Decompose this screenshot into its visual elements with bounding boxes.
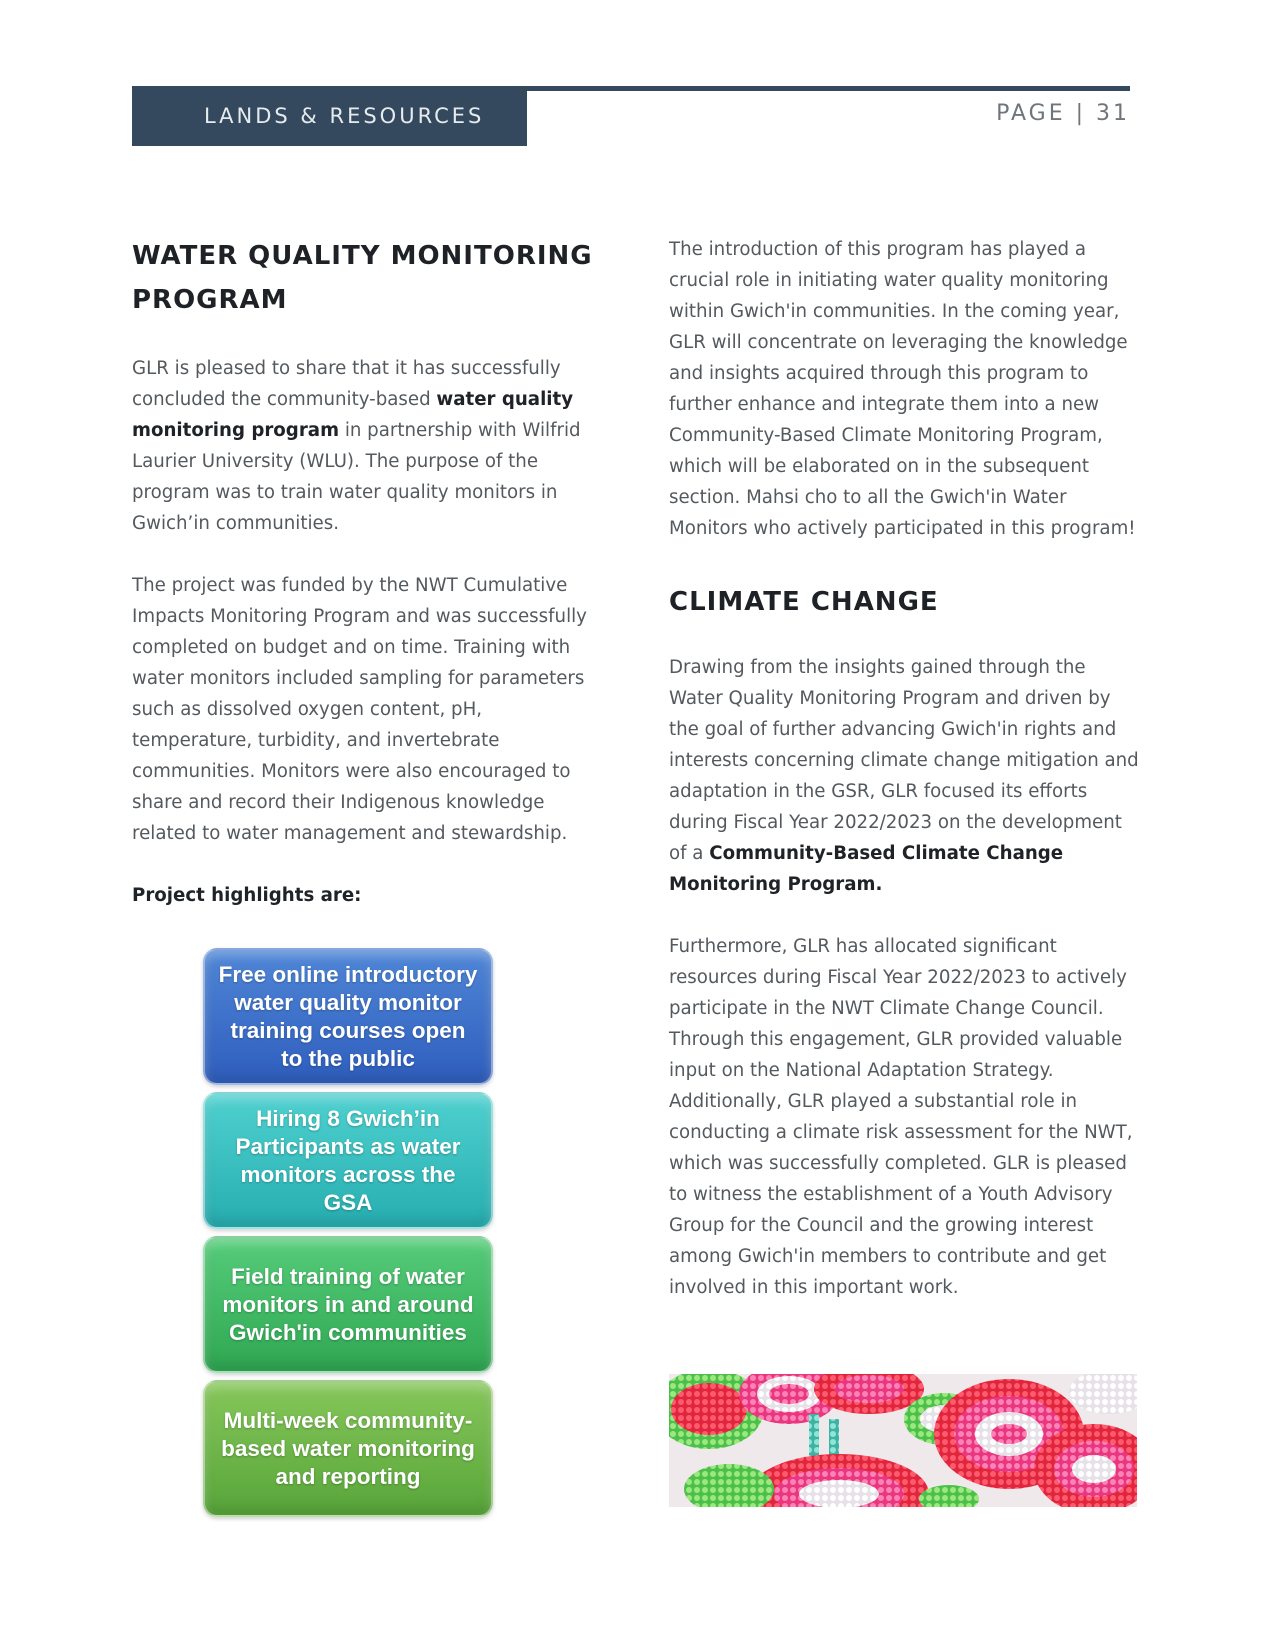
page-number: PAGE | 31: [996, 101, 1130, 126]
climate-program-bold: Community-Based Climate Change Monitoring Program.: [669, 843, 1064, 895]
climate-paragraph: [669, 652, 1139, 900]
intro-paragraph: [132, 353, 594, 539]
highlight-hiring-monitors: Hiring 8 Gwich’in Participants as water monitors across the GSA: [203, 1092, 493, 1229]
section-label: LANDS & RESOURCES: [132, 86, 527, 146]
beadwork-photo: [669, 1374, 1137, 1507]
climate-change-heading: CLIMATE CHANGE: [669, 587, 939, 617]
council-paragraph: Furthermore, GLR has allocated significant resources during Fiscal Year 2022/2023 to actively participate in the NWT Climate Change Council. Through this engagement, GLR provided valuable input on the National Adaptation Strategy. Additionally, GLR played a substantial role in conducting a climate risk assessment for the NWT, which was successfully completed. GLR is pleased to witness the establishment of a Youth Advisory Group for the Council and the growing interest among Gwich'in members to contribute and get involved in this important work.: [669, 936, 1133, 1298]
intro-text-start: GLR is pleased to share that it has successfully concluded the community-based: [132, 358, 561, 410]
highlight-field-training: Field training of water monitors in and around Gwich'in communities: [203, 1236, 493, 1373]
climate-text: Drawing from the insights gained through the Water Quality Monitoring Program and driven by the goal of further advancing Gwich'in rights and interests concerning climate change mitigation and adaptation in the GSR, GLR focused its efforts during Fiscal Year 2022/2023 on the development of a: [669, 657, 1139, 864]
heading-line-1: WATER QUALITY MONITORING: [132, 241, 593, 271]
heading-line-2: PROGRAM: [132, 285, 288, 315]
left-column: [132, 234, 594, 911]
highlight-online-courses: Free online introductory water quality monitor training courses open to the public: [203, 948, 493, 1085]
funding-paragraph: The project was funded by the NWT Cumulative Impacts Monitoring Program and was successfully completed on budget and on time. Training with water monitors included sampling for parameters such as dissolved oxygen content, pH, temperature, turbidity, and invertebrate communities. Monitors were also encouraged to share and record their Indigenous knowledge related to water management and stewardship.: [132, 575, 587, 844]
program-name-bold: water quality monitoring program: [132, 389, 574, 441]
program-impact-paragraph: The introduction of this program has played a crucial role in initiating water quality monitoring within Gwich'in communities. In the coming year, GLR will concentrate on leveraging the knowledge and insights acquired through this program to further enhance and integrate them into a new Community-Based Climate Monitoring Program, which will be elaborated on in the subsequent section. Mahsi cho to all the Gwich'in Water Monitors who actively participated in this program!: [669, 239, 1136, 539]
highlights-label: Project highlights are:: [132, 885, 362, 906]
water-quality-heading: [132, 234, 594, 322]
right-column: [669, 234, 1139, 1303]
highlight-monitoring-reporting: Multi-week community-based water monitoring and reporting: [203, 1380, 493, 1517]
intro-text-end: in partnership with Wilfrid Laurier University (WLU). The purpose of the program was to train water quality monitors in Gwich’in communities.: [132, 420, 581, 534]
project-highlights: [203, 948, 493, 1524]
beadwork-illustration: [669, 1374, 1137, 1507]
